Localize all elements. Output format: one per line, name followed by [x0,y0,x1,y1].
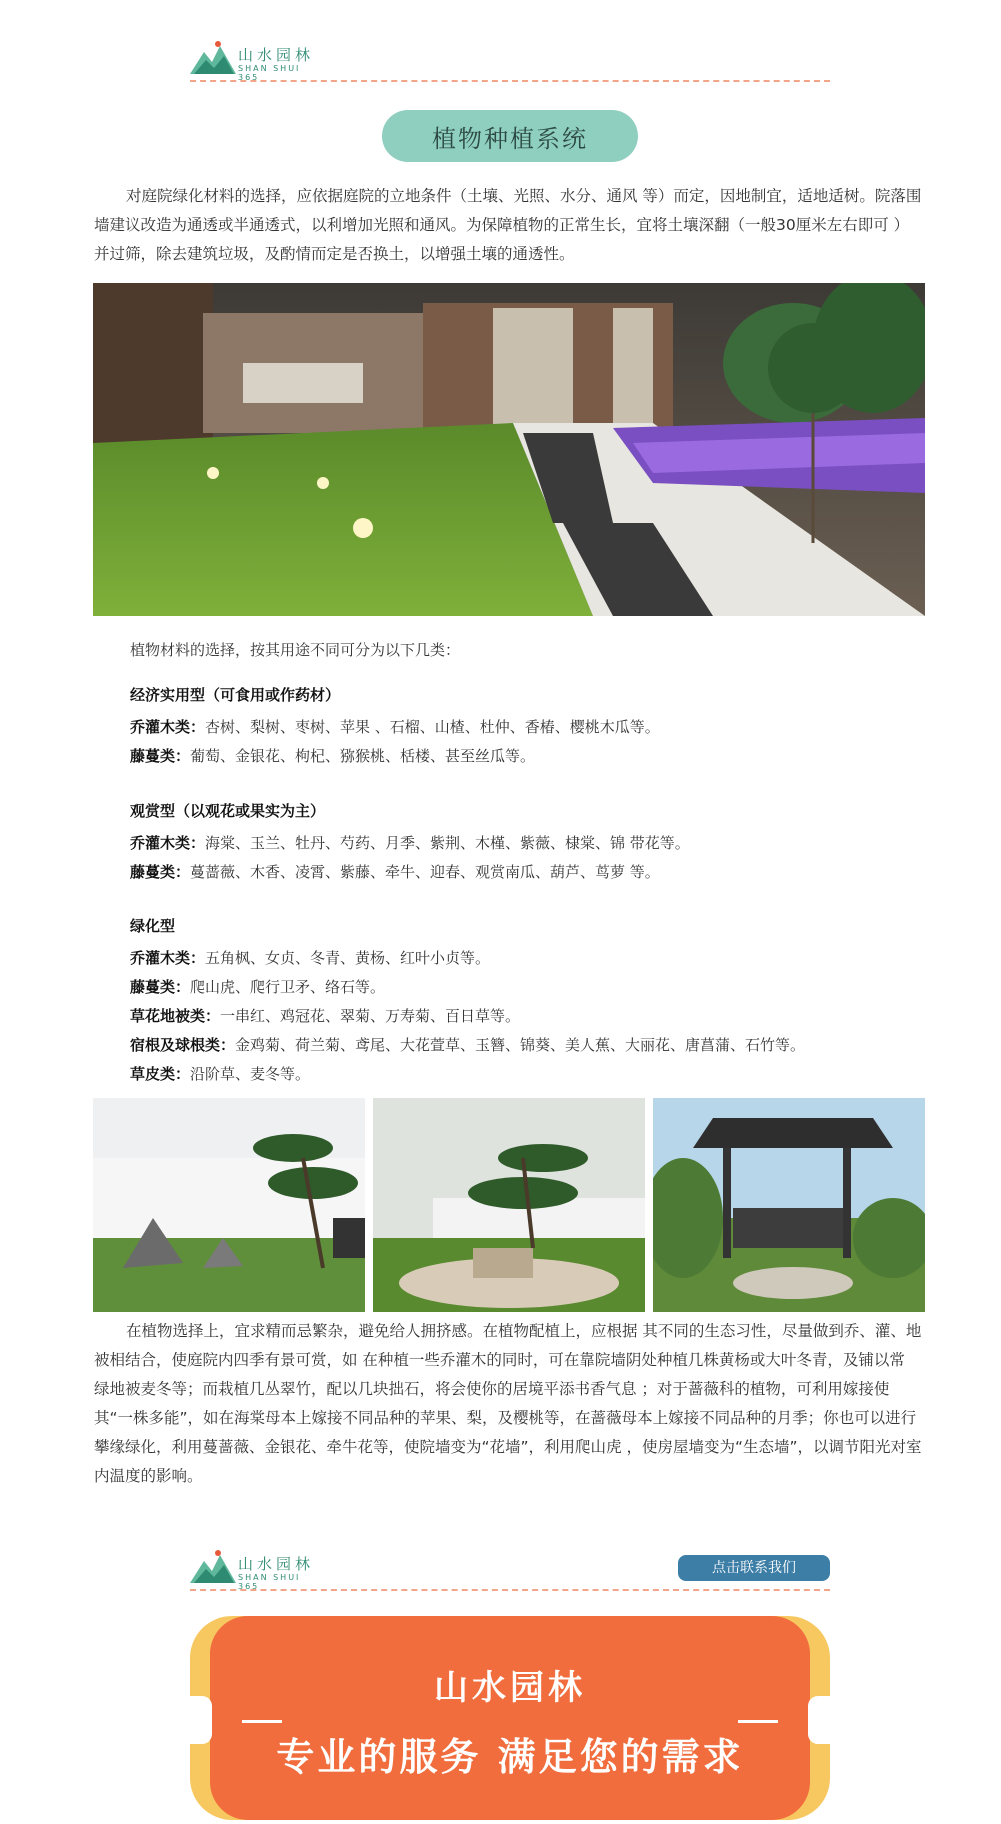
category-title: 经济实用型（可食用或作药材） [130,686,341,704]
garden-image [93,283,925,616]
photo-strip [93,1098,925,1312]
banner-deco-line-left [242,1720,282,1723]
row-text: 金鸡菊、荷兰菊、鸢尾、大花萱草、玉簪、锦葵、美人蕉、大丽花、唐菖蒲、石竹等。 [235,1036,806,1054]
row-text: 蔓蔷薇、木香、凌霄、紫藤、牵牛、迎春、观赏南瓜、葫芦、茑萝 等。 [190,863,660,881]
banner-title: 山水园林 [434,1668,586,1708]
row-text: 海棠、玉兰、牡丹、芍药、月季、紫荆、木槿、紫薇、棣棠、锦 带花等。 [205,834,690,852]
category-row [130,713,660,742]
garden-photo-3 [653,1098,925,1312]
row-label: 草皮类： [130,1065,191,1083]
category-row [130,944,805,973]
row-label: 乔灌木类： [130,949,206,967]
row-label: 藤蔓类： [130,978,191,996]
footer-divider [190,1589,830,1591]
section-title-pill [382,110,638,162]
row-label: 藤蔓类： [130,863,191,881]
category-row [130,742,660,771]
brand-name-cn: 山水园林 [238,1555,315,1573]
category-economic [130,684,660,771]
top-header [190,38,830,82]
banner-subtitle: 专业的服务 满足您的需求 [276,1735,744,1779]
category-row [130,1002,805,1031]
promo-banner[interactable] [190,1616,830,1820]
category-row [130,1031,805,1060]
row-text: 爬山虎、爬行卫矛、络石等。 [190,978,386,996]
category-title: 观赏型（以观花或果实为主） [130,802,326,820]
row-text: 五角枫、女贞、冬青、黄杨、红叶小贞等。 [205,949,491,967]
category-greening [130,915,805,1089]
mountain-logo-icon [190,38,236,78]
banner-body [210,1616,810,1820]
section-title: 植物种植系统 [432,124,588,153]
row-text: 葡萄、金银花、枸杞、猕猴桃、栝楼、甚至丝瓜等。 [190,747,536,765]
brand-logo[interactable] [190,38,320,82]
mountain-logo-icon [190,1547,236,1587]
category-row [130,858,690,887]
paragraph-intro: 对庭院绿化材料的选择，应依据庭院的立地条件（土壤、光照、水分、通风 等）而定，因地制宜，适地适树。院落围墙建议改造为通透或半通透式，以利增加光照和通风。为保障植物的正常生长，宜将土壤深翻（一般30厘米左右即可 ）并过筛，除去建筑垃圾，及酌情而定是否换土，以增强土壤的通透性。 [94,187,922,263]
brand-logo[interactable] [190,1547,320,1591]
row-label: 乔灌木类： [130,834,206,852]
brand-name-cn: 山水园林 [238,46,315,64]
brand-name-en: SHAN SHUI 365 [238,64,301,82]
category-ornamental [130,800,690,887]
footer-header [190,1547,830,1591]
category-row [130,1060,805,1089]
brand-name-en: SHAN SHUI 365 [238,1573,301,1591]
row-label: 草花地被类： [130,1007,221,1025]
contact-us-button[interactable]: 点击联系我们 [678,1555,830,1581]
garden-photo-1 [93,1098,365,1312]
row-label: 藤蔓类： [130,747,191,765]
row-text: 一串红、鸡冠花、翠菊、万寿菊、百日草等。 [220,1007,521,1025]
header-divider [190,80,830,82]
garden-photo-2 [373,1098,645,1312]
plant-intro: 植物材料的选择，按其用途不同可分为以下几类： [130,641,461,659]
banner-deco-line-right [738,1720,778,1723]
row-text: 杏树、梨树、枣树、苹果 、石榴、山楂、杜仲、香椿、樱桃木瓜等。 [205,718,660,736]
category-row [130,973,805,1002]
row-label: 乔灌木类： [130,718,206,736]
category-title: 绿化型 [130,917,176,935]
row-text: 沿阶草、麦冬等。 [190,1065,311,1083]
paragraph-selection: 在植物选择上，宜求精而忌繁杂，避免给人拥挤感。在植物配植上，应根据 其不同的生态习性，尽量做到乔、灌、地被相结合，使庭院内四季有景可赏，如 在种植一些乔灌木的同时，可在靠院墙阴处种植几株黄杨或大叶冬青，及铺以常 绿地被麦冬等；而栽植几丛翠竹，配以几块拙石，将会使你的居境平添书香气息 ；对于蔷薇科的植物，可利用嫁接使其“一株多能”，如在海棠母本上嫁接不同品种的苹果、梨，及樱桃等，在蔷薇母本上嫁接不同品种的月季；你也可以进行 攀缘绿化，利用蔓蔷薇、金银花、牵牛花等，使院墙变为“花墙”，利用爬山虎 ，使房屋墙变为“生态墙”，以调节阳光对室内温度的影响。 [94,1322,922,1485]
category-row [130,829,690,858]
row-label: 宿根及球根类： [130,1036,236,1054]
